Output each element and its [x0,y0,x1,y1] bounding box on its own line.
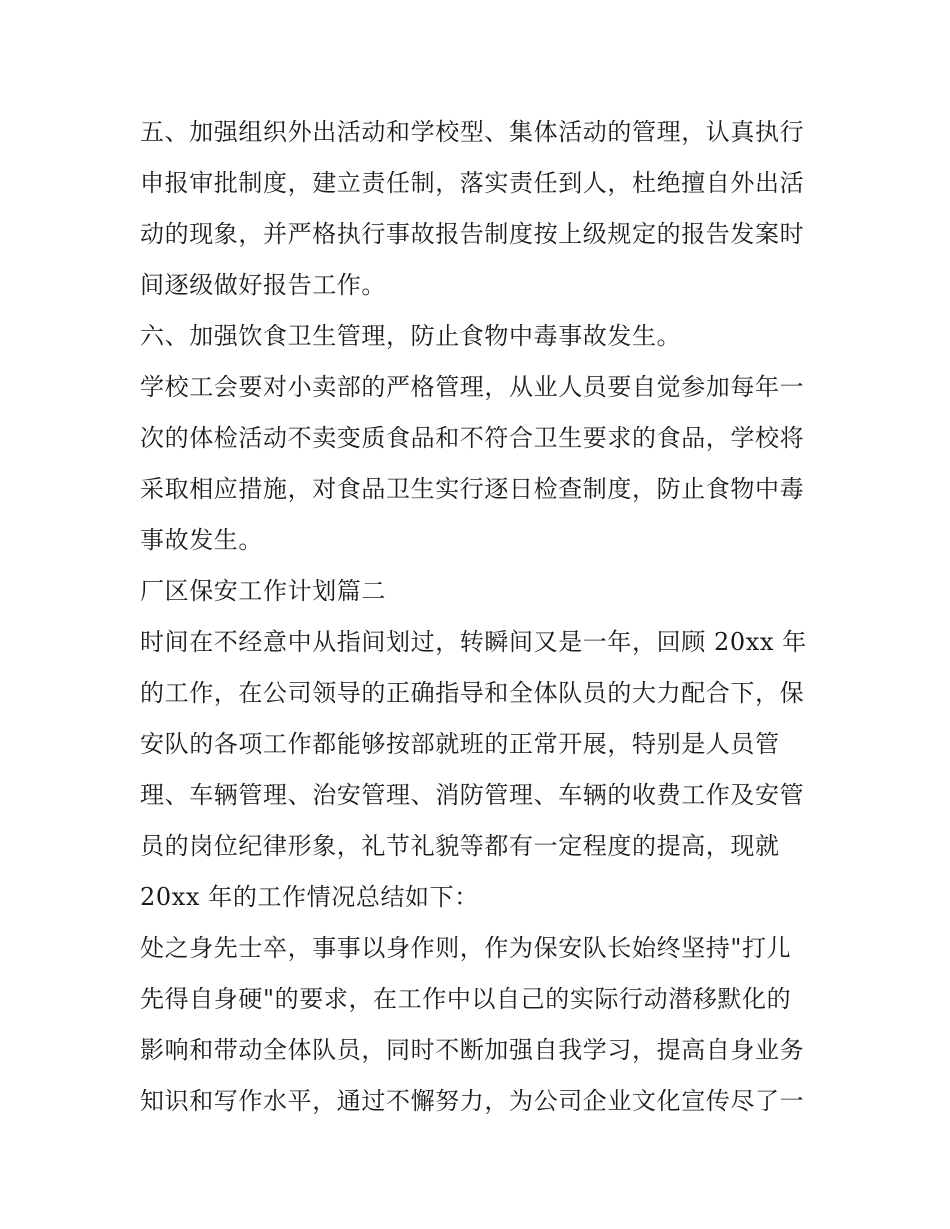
text-line: 五、加强组织外出活动和学校型、集体活动的管理，认真执行 [140,118,805,146]
text-line: 动的现象，并严格执行事故报告制度按上级规定的报告发案时 [140,220,805,248]
text-line: 时间在不经意中从指间划过，转瞬间又是一年，回顾 20xx 年 [140,628,807,656]
text-line: 的工作，在公司领导的正确指导和全体队员的大力配合下，保 [140,679,805,707]
text-line: 安队的各项工作都能够按部就班的正常开展，特别是人员管 [140,730,780,758]
text-line: 次的体检活动不卖变质食品和不符合卫生要求的食品，学校将 [140,424,805,452]
text-line: 事故发生。 [140,526,263,554]
document-body [140,107,820,1127]
text-line: 理、车辆管理、治安管理、消防管理、车辆的收费工作及安管 [140,781,805,809]
text-line: 间逐级做好报告工作。 [140,271,386,299]
text-line: 处之身先士卒，事事以身作则，作为保安队长始终坚持"打儿 [140,934,792,962]
text-line: 先得自身硬"的要求，在工作中以自己的实际行动潜移默化的 [140,985,792,1013]
text-line: 申报审批制度，建立责任制，落实责任到人，杜绝擅自外出活 [140,169,805,197]
text-line: 员的岗位纪律形象，礼节礼貌等都有一定程度的提高，现就 [140,832,780,860]
text-line: 影响和带动全体队员，同时不断加强自我学习，提高自身业务 [140,1036,805,1064]
text-line: 20xx 年的工作情况总结如下： [140,883,479,911]
text-line: 知识和写作水平，通过不懈努力，为公司企业文化宣传尽了一 [140,1087,805,1115]
text-line: 采取相应措施，对食品卫生实行逐日检查制度，防止食物中毒 [140,475,805,503]
text-line: 六、加强饮食卫生管理，防止食物中毒事故发生。 [140,322,682,350]
text-line: 学校工会要对小卖部的严格管理，从业人员要自觉参加每年一 [140,373,805,401]
section-heading: 厂区保安工作计划篇二 [140,577,386,605]
